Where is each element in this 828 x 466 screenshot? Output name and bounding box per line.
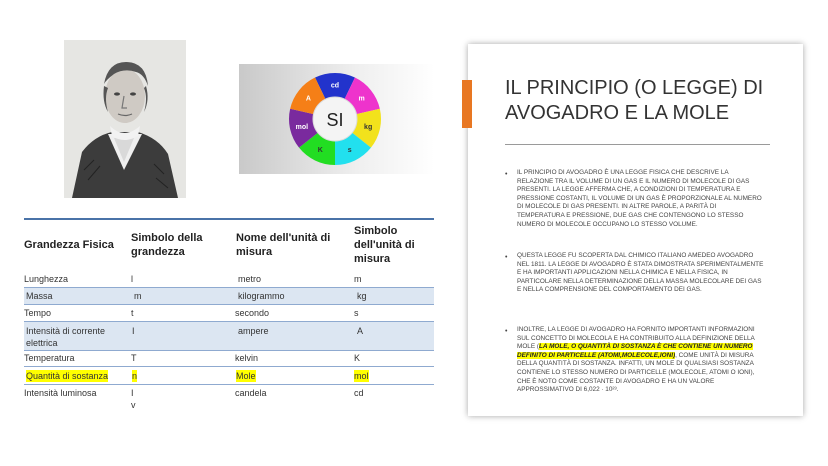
cell-name: Temperatura — [24, 353, 75, 363]
wheel-label-cd: cd — [330, 82, 340, 90]
cell-unit: Mole — [236, 371, 256, 381]
paragraph-3-start: INOLTRE, LA LEGGE DI AVOGADRO HA FORNITO IMPORTANTI INFORMAZIONI SUL CONCETTO DI MOLECOLA E HA CONTRIBUITO ALLA DEFINIZIONE DELLA MOLE ( — [517, 326, 755, 351]
wheel-label-K: K — [317, 147, 323, 155]
bullet-3: • — [505, 328, 508, 335]
cell-unit-symbol: mol — [354, 371, 369, 381]
cell-name: Intensità luminosa — [24, 388, 97, 398]
wheel-label-s: s — [347, 147, 352, 155]
header-simbolo: Simbolo della grandezza — [131, 232, 203, 258]
cell-unit: secondo — [235, 308, 270, 318]
table-row — [24, 321, 434, 351]
cell-name: Tempo — [24, 308, 52, 318]
table-row — [24, 306, 434, 320]
wheel-label-mol: mol — [295, 124, 309, 132]
cell-unit: kelvin — [235, 353, 259, 363]
header-nome-unita: Nome dell'unità di misura — [236, 232, 331, 258]
slide-title: IL PRINCIPIO (O LEGGE) DI AVOGADRO E LA MOLE — [505, 77, 764, 124]
cell-name: Massa — [26, 291, 53, 301]
header-simbolo-unita: Simbolo dell'unità di misura — [354, 225, 415, 265]
cell-symbol: I — [132, 326, 135, 336]
cell-unit-symbol: K — [354, 353, 361, 363]
table-top-rule — [24, 218, 434, 220]
table-row — [24, 386, 434, 412]
bullet-1: • — [505, 171, 508, 178]
cell-name: Intensità di corrente elettrica — [26, 326, 106, 348]
cell-symbol: n — [132, 371, 138, 381]
cell-unit: metro — [238, 274, 262, 284]
cell-symbol: l — [131, 274, 133, 284]
cell-symbol: T — [131, 353, 137, 363]
paragraph-1: IL PRINCIPIO DI AVOGADRO È UNA LEGGE FISICA CHE DESCRIVE LA RELAZIONE TRA IL VOLUME DI UN GAS E IL NUMERO DI MOLECOLE DI GAS PRESENTI. LA LEGGE AFFERMA CHE, A CONDIZIONI DI TEMPERATURA E PRESSIONE COSTANTI, IL VOLUME DI UN GAS È PROPORZIONALE AL NUMERO DI MOLECOLE DI GAS PRESENTI. IN ALTRE PAROLE, A PARITÀ DI TEMPERATURA E PRESSIONE, DUE GAS CHE CONTENGONO LO STESSO NUMERO DI MOLECOLE OCCUPANO LO STESSO VOLUME. — [517, 169, 762, 228]
cell-unit: ampere — [238, 326, 269, 336]
header-grandezza: Grandezza Fisica — [24, 239, 114, 251]
si-center-label: SI — [326, 110, 344, 130]
table-row — [24, 287, 434, 305]
cell-symbol: I v — [131, 388, 136, 410]
avogadro-portrait — [64, 40, 186, 198]
paragraph-3 — [517, 326, 765, 395]
cell-unit-symbol: A — [357, 326, 364, 336]
paragraph-2: QUESTA LEGGE FU SCOPERTA DAL CHIMICO ITALIANO AMEDEO AVOGADRO NEL 1811. LA LEGGE DI AVOGADRO È STATA DIMOSTRATA SPERIMENTALMENTE E HA IMPORTANTI APPLICAZIONI NELLA CHIMICA E NELLA FISICA, IN PARTICOLARE NELLA DETERMINAZIONE DELLA MASSA MOLECOLARE DEI GAS E NELLA COMPRENSIONE DEL COMPORTAMENTO DEI GAS. — [517, 252, 764, 294]
cell-unit-symbol: s — [354, 308, 359, 318]
cell-symbol: m — [134, 291, 142, 301]
cell-name: Lunghezza — [24, 274, 69, 284]
wheel-label-m: m — [358, 95, 365, 103]
si-units-wheel — [239, 64, 435, 174]
bullet-2: • — [505, 254, 508, 261]
cell-name: Quantità di sostanza — [26, 371, 109, 381]
table-row — [24, 351, 434, 365]
cell-unit-symbol: kg — [357, 291, 367, 301]
table-row — [24, 272, 434, 286]
cell-unit: kilogrammo — [238, 291, 285, 301]
slide-accent-bar — [462, 80, 472, 128]
title-divider — [505, 144, 770, 145]
wheel-label-A: A — [305, 95, 311, 103]
cell-unit: candela — [235, 388, 267, 398]
mole-definition-highlight: LA MOLE, O QUANTITÀ DI SOSTANZA È CHE CONTIENE UN NUMERO DEFINITO DI PARTICELLE (ATOMI,MOLECOLE,IONI) — [517, 343, 753, 359]
cell-unit-symbol: m — [354, 274, 362, 284]
table-row-highlighted — [24, 366, 434, 385]
cell-symbol: t — [131, 308, 134, 318]
paragraph-3-end: , COME UNITÀ DI MISURA DELLA QUANTITÀ DI SOSTANZA. INFATTI, UN MOLE DI QUALSIASI SOSTANZA CONTIENE LO STESSO NUMERO DI PARTICELLE (MOLECOLE, ATOMI O IONI), CHE È NOTO COME COSTANTE DI AVOGADRO E HA UN VALORE APPROSSIMATIVO DI 6,022 · 10²³. — [517, 351, 755, 394]
wheel-label-kg: kg — [364, 124, 373, 132]
cell-unit-symbol: cd — [354, 388, 364, 398]
